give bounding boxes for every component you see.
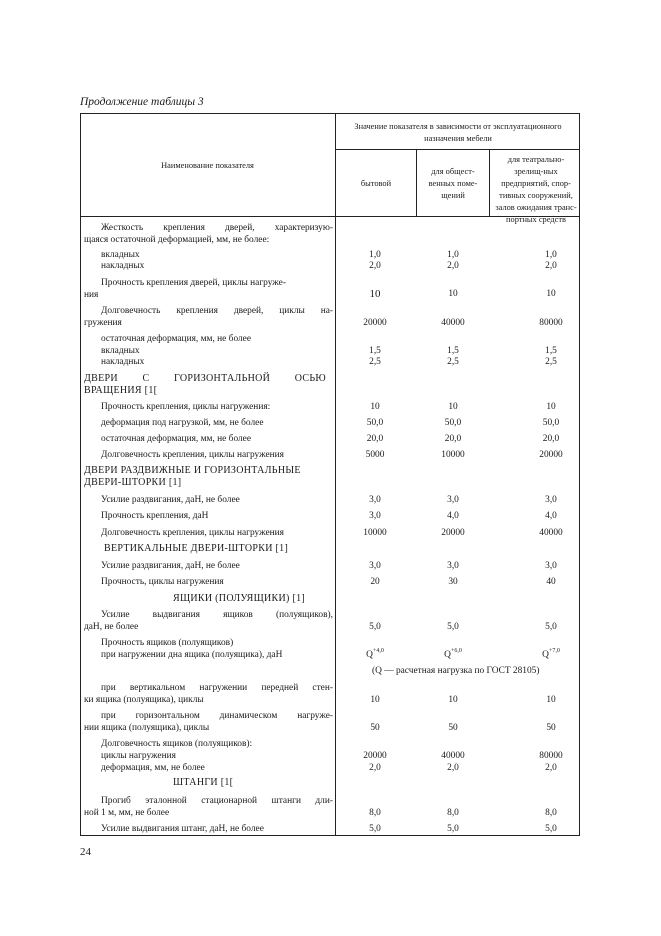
row-label: Прочность, циклы нагружения (101, 577, 224, 587)
column-divider (416, 149, 417, 216)
cell-theatre: 40000 (539, 528, 563, 538)
cell-theatre: $Q^{+7,0}$ (542, 648, 560, 660)
cell-household: 8,0 (369, 808, 381, 818)
cell-theatre: 1,5 (545, 346, 557, 356)
page-number: 24 (80, 846, 91, 858)
section-heading: ДВЕРИ РАЗДВИЖНЫЕ И ГОРИЗОНТАЛЬНЫЕ (84, 465, 301, 476)
row-label: Долговечность ящиков (полуящиков): (101, 739, 253, 749)
cell-theatre: 10 (546, 289, 556, 299)
section-heading: ДВЕРИ-ШТОРКИ [1] (84, 477, 182, 488)
cell-public: 3,0 (447, 561, 459, 571)
row-label: Долговечность крепления, циклы нагружения (101, 450, 284, 460)
cell-public: 10 (448, 402, 458, 412)
cell-household: 10 (370, 695, 380, 705)
cell-public: 2,5 (447, 357, 459, 367)
column-divider (489, 149, 490, 216)
cell-public: 10 (448, 695, 458, 705)
row-label: Прогиб эталонной стационарной штанги дли- (101, 796, 333, 806)
cell-public: 10000 (441, 450, 465, 460)
cell-public: 40000 (441, 751, 465, 761)
row-label: Усилие выдвигания штанг, даН, не более (101, 824, 264, 834)
section-heading: ВРАЩЕНИЯ [1[ (84, 385, 158, 396)
header-theatre: для театрально-зрелищ-ных предприятий, спор-тивных сооружений, залов ожидания транс-портных средств (495, 155, 577, 224)
cell-household: 3,0 (369, 495, 381, 505)
cell-public: 8,0 (447, 808, 459, 818)
cell-theatre: 10 (546, 695, 556, 705)
row-label: Долговечность крепления дверей, циклы на- (101, 306, 333, 316)
cell-theatre: 8,0 (545, 808, 557, 818)
row-label: Прочность ящиков (полуящиков) (101, 638, 234, 648)
cell-public: 2,0 (447, 261, 459, 271)
row-label: Усилие раздвигания, даН, не более (101, 561, 240, 571)
cell-theatre: 4,0 (545, 511, 557, 521)
cell-theatre: 2,0 (545, 763, 557, 773)
cell-theatre: 5,0 (545, 824, 557, 834)
row-label: Жесткость крепления дверей, характеризую- (101, 223, 333, 233)
cell-household: 2,5 (369, 357, 381, 367)
cell-household: 2,0 (369, 261, 381, 271)
header-public: для общест-венных поме-щений (428, 167, 478, 200)
cell-household: 5,0 (369, 622, 381, 632)
cell-public: 20,0 (444, 434, 462, 444)
cell-theatre: 1,0 (545, 250, 557, 260)
cell-theatre: 40 (546, 577, 556, 587)
cell-theatre: 10 (546, 402, 556, 412)
cell-public: 30 (448, 577, 458, 587)
row-label: накладных (101, 357, 145, 367)
cell-household: 1,0 (369, 250, 381, 260)
cell-theatre: 2,0 (545, 261, 557, 271)
row-label: Прочность крепления, даН (101, 511, 209, 521)
cell-public: $Q^{+6,0}$ (444, 648, 462, 660)
row-label: Долговечность крепления, циклы нагружения (101, 528, 284, 538)
row-label: Прочность крепления, циклы нагружения: (101, 402, 271, 412)
header-value-group: Значение показателя в зависимости от эксплуатационного назначения мебели (354, 122, 562, 143)
row-label: гружения (84, 318, 122, 328)
row-label: даН, не более (84, 622, 139, 632)
cell-household: 3,0 (369, 561, 381, 571)
cell-household: 10 (370, 402, 380, 412)
cell-household: 20,0 (366, 434, 384, 444)
cell-household: 20000 (363, 318, 387, 328)
header-divider (335, 149, 580, 150)
row-label: при нагружении дна ящика (полуящика), даН (101, 650, 283, 660)
cell-public: 5,0 (447, 824, 459, 834)
cell-theatre: 50,0 (542, 418, 560, 428)
header-household: бытовой (360, 179, 392, 188)
cell-household: 20000 (363, 751, 387, 761)
cell-public: 40000 (441, 318, 465, 328)
table-note: (Q — расчетная нагрузка по ГОСТ 28105) (372, 666, 540, 676)
row-label: при горизонтальном динамическом нагруже- (101, 711, 333, 721)
row-label: циклы нагружения (101, 751, 176, 761)
row-label: Усилие раздвигания, даН, не более (101, 495, 240, 505)
cell-theatre: 2,5 (545, 357, 557, 367)
row-label: ки ящика (полуящика), циклы (84, 695, 204, 705)
cell-household: 5000 (365, 450, 385, 460)
cell-theatre: 50 (546, 723, 556, 733)
row-label: нии ящика (полуящика), циклы (84, 723, 210, 733)
cell-public: 50 (448, 723, 458, 733)
cell-theatre: 80000 (539, 318, 563, 328)
cell-household: 2,0 (369, 763, 381, 773)
section-heading: ЯЩИКИ (ПОЛУЯЩИКИ) [1] (173, 593, 306, 604)
section-heading: ДВЕРИ С ГОРИЗОНТАЛЬНОЙ ОСЬЮ (84, 373, 326, 384)
cell-public: 2,0 (447, 763, 459, 773)
header-name-column: Наименование показателя (161, 161, 254, 170)
row-label: вкладных (101, 250, 140, 260)
row-label: деформация, мм, не более (101, 763, 205, 773)
cell-household: 10000 (363, 528, 387, 538)
row-label: Прочность крепления дверей, циклы нагруже- (101, 278, 286, 288)
cell-household: 3,0 (369, 511, 381, 521)
row-label: остаточная деформация, мм, не более (101, 334, 252, 344)
cell-household: 10 (369, 288, 381, 300)
row-label: щаяся остаточной деформацией, мм, не более: (84, 235, 270, 245)
cell-public: 4,0 (447, 511, 459, 521)
cell-household: 1,5 (369, 346, 381, 356)
row-label: при вертикальном нагружении передней стен- (101, 683, 333, 693)
row-label: ной 1 м, мм, не более (84, 808, 170, 818)
cell-theatre: 20000 (539, 450, 563, 460)
column-divider (335, 113, 336, 836)
cell-household: 5,0 (369, 824, 381, 834)
cell-household: 50 (370, 723, 380, 733)
cell-theatre: 80000 (539, 751, 563, 761)
cell-theatre: 20,0 (542, 434, 560, 444)
cell-public: 10 (448, 289, 458, 299)
cell-public: 1,5 (447, 346, 459, 356)
cell-theatre: 5,0 (545, 622, 557, 632)
cell-public: 20000 (441, 528, 465, 538)
row-label: накладных (101, 261, 145, 271)
section-heading: ШТАНГИ [1[ (173, 777, 234, 788)
cell-public: 50,0 (444, 418, 462, 428)
row-label: Усилие выдвигания ящиков (полуящиков), (101, 610, 333, 620)
cell-theatre: 3,0 (545, 495, 557, 505)
cell-theatre: 3,0 (545, 561, 557, 571)
cell-household: 50,0 (366, 418, 384, 428)
cell-public: 5,0 (447, 622, 459, 632)
row-label: вкладных (101, 346, 140, 356)
cell-public: 1,0 (447, 250, 459, 260)
row-label: деформация под нагрузкой, мм, не более (101, 418, 264, 428)
row-label: остаточная деформация, мм, не более (101, 434, 252, 444)
table-caption: Продолжение таблицы 3 (80, 96, 204, 108)
cell-household: $Q^{+4,0}$ (366, 648, 384, 660)
section-heading: ВЕРТИКАЛЬНЫЕ ДВЕРИ-ШТОРКИ [1] (104, 543, 289, 554)
cell-household: 20 (370, 577, 380, 587)
row-label: ния (84, 290, 99, 300)
cell-public: 3,0 (447, 495, 459, 505)
